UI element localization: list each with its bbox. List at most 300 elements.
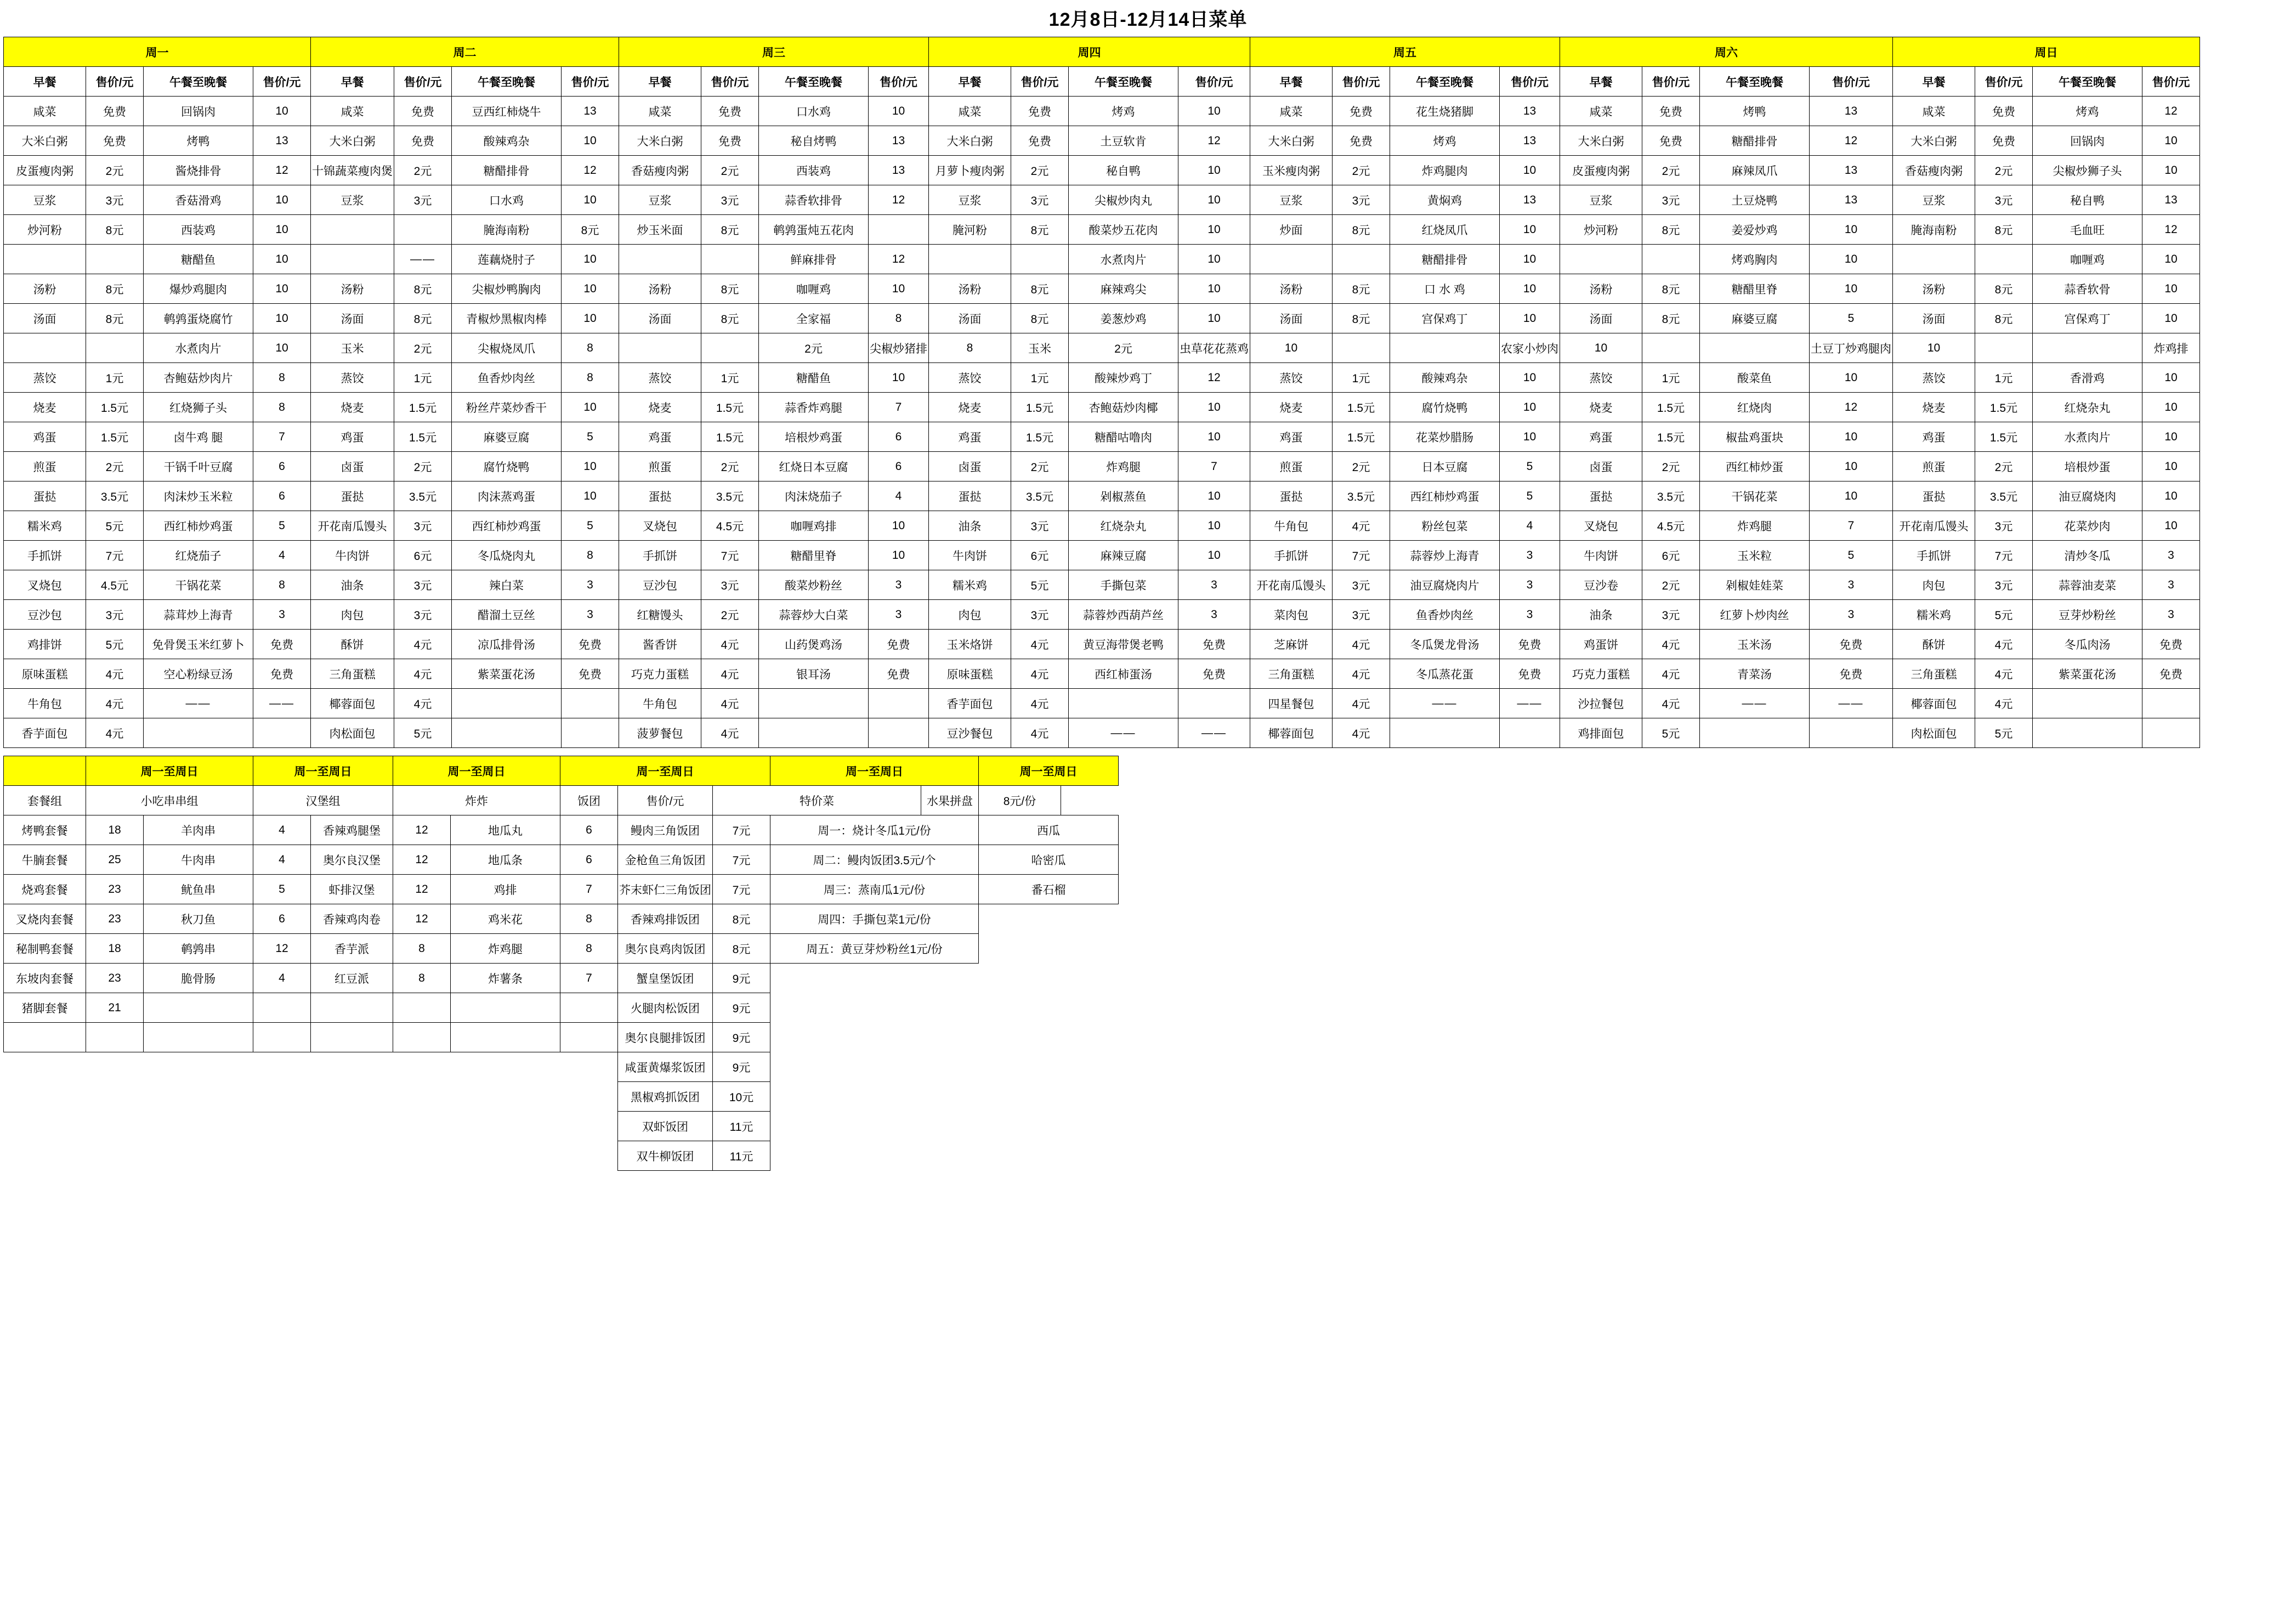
menu-cell-r1c15: 烤鸡 xyxy=(1069,97,1178,126)
menu-cell-r13c28: 10 xyxy=(2142,452,2200,481)
menu-cell-r15c16: 10 xyxy=(1178,511,1250,541)
menu-cell-r12c7: 麻婆豆腐 xyxy=(452,422,562,452)
lower-filler xyxy=(451,1141,560,1171)
lower-filler xyxy=(393,1112,451,1141)
menu-cell-r22c26: 5元 xyxy=(1975,718,2033,748)
menu-cell-r21c13: 香芋面包 xyxy=(929,689,1011,718)
menu-cell-r18c3: 蒜茸炒上海青 xyxy=(144,600,253,630)
menu-cell-r19c26: 4元 xyxy=(1975,630,2033,659)
riceball-name-9: 咸蛋黄爆浆饭团 xyxy=(618,1052,713,1082)
special-item-2: 周二：鳗肉饭团3.5元/个 xyxy=(770,845,979,875)
menu-cell-r12c14: 1.5元 xyxy=(1011,422,1069,452)
menu-cell-r6c20: 10 xyxy=(1500,245,1560,274)
table-row xyxy=(4,452,2200,481)
menu-cell-r19c20: 免费 xyxy=(1500,630,1560,659)
lower-filler xyxy=(311,1052,393,1082)
menu-cell-r4c22: 3元 xyxy=(1642,185,1700,215)
riceball-name-7: 火腿肉松饭团 xyxy=(618,993,713,1023)
menu-cell-r22c15: —— xyxy=(1069,718,1178,748)
lower-filler xyxy=(770,1082,979,1112)
burger-price-3: 12 xyxy=(393,875,451,904)
fried-price-8 xyxy=(560,1023,618,1052)
menu-cell-r15c6: 3元 xyxy=(394,511,452,541)
riceball-price-8: 9元 xyxy=(713,1023,770,1052)
menu-cell-r11c6: 1.5元 xyxy=(394,393,452,422)
fruit-filler-8 xyxy=(979,1023,1119,1052)
menu-cell-r17c4: 8 xyxy=(253,570,311,600)
menu-cell-r7c26: 8元 xyxy=(1975,274,2033,304)
menu-cell-r14c4: 6 xyxy=(253,481,311,511)
fried-name-8 xyxy=(451,1023,560,1052)
menu-cell-r12c16: 10 xyxy=(1178,422,1250,452)
menu-cell-r19c6: 4元 xyxy=(394,630,452,659)
menu-cell-r8c27: 宫保鸡丁 xyxy=(2033,304,2142,333)
menu-cell-r15c27: 花菜炒肉 xyxy=(2033,511,2142,541)
menu-cell-r14c10: 3.5元 xyxy=(701,481,759,511)
menu-cell-r10c5: 蒸饺 xyxy=(311,363,394,393)
menu-cell-r14c1: 蛋挞 xyxy=(4,481,86,511)
table-row xyxy=(4,393,2200,422)
menu-cell-r4c8: 10 xyxy=(562,185,619,215)
menu-cell-r14c12: 4 xyxy=(869,481,929,511)
menu-cell-r5c24: 10 xyxy=(1810,215,1893,245)
lower-filler xyxy=(144,1052,253,1082)
menu-cell-r12c10: 1.5元 xyxy=(701,422,759,452)
lower-filler xyxy=(253,1052,311,1082)
lower-filler xyxy=(4,1141,86,1171)
menu-cell-r5c7: 腌海南粉 xyxy=(452,215,562,245)
meal-set-name-4: 叉烧肉套餐 xyxy=(4,904,86,934)
menu-cell-r2c22: 免费 xyxy=(1642,126,1700,156)
menu-cell-r3c13: 月萝卜瘦肉粥 xyxy=(929,156,1011,185)
menu-cell-r9c15: 2元 xyxy=(1069,333,1178,363)
lower-filler xyxy=(4,1052,86,1082)
menu-cell-r7c2: 8元 xyxy=(86,274,144,304)
special-item-4: 周四：手撕包菜1元/份 xyxy=(770,904,979,934)
menu-cell-r16c26: 7元 xyxy=(1975,541,2033,570)
menu-cell-r15c23: 炸鸡腿 xyxy=(1700,511,1810,541)
menu-cell-r14c16: 10 xyxy=(1178,481,1250,511)
menu-cell-r7c19: 口 水 鸡 xyxy=(1390,274,1500,304)
menu-cell-r14c7: 肉沫蒸鸡蛋 xyxy=(452,481,562,511)
menu-cell-r1c11: 口水鸡 xyxy=(759,97,869,126)
fried-price-3: 7 xyxy=(560,875,618,904)
lower-group-label-row xyxy=(4,786,1119,815)
fried-name-1: 地瓜丸 xyxy=(451,815,560,845)
fried-name-4: 鸡米花 xyxy=(451,904,560,934)
menu-cell-r9c13: 8 xyxy=(929,333,1011,363)
menu-cell-r18c22: 3元 xyxy=(1642,600,1700,630)
menu-cell-r1c20: 13 xyxy=(1500,97,1560,126)
meal-set-name-2: 牛腩套餐 xyxy=(4,845,86,875)
menu-cell-r3c21: 皮蛋瘦肉粥 xyxy=(1560,156,1642,185)
menu-cell-r19c10: 4元 xyxy=(701,630,759,659)
riceball-price-11: 11元 xyxy=(713,1112,770,1141)
col-header-price-d5: 售价/元 xyxy=(1333,67,1390,97)
menu-cell-r22c7 xyxy=(452,718,562,748)
menu-cell-r4c18: 3元 xyxy=(1333,185,1390,215)
menu-cell-r15c7: 西红柿炒鸡蛋 xyxy=(452,511,562,541)
menu-cell-r3c27: 尖椒炒狮子头 xyxy=(2033,156,2142,185)
col-header-price-d1: 售价/元 xyxy=(86,67,144,97)
menu-cell-r19c12: 免费 xyxy=(869,630,929,659)
menu-cell-r8c14: 8元 xyxy=(1011,304,1069,333)
section-title-special: 周一至周日 xyxy=(770,756,979,786)
menu-cell-r7c22: 8元 xyxy=(1642,274,1700,304)
menu-cell-r11c26: 1.5元 xyxy=(1975,393,2033,422)
menu-cell-r4c19: 黄焖鸡 xyxy=(1390,185,1500,215)
table-row xyxy=(4,481,2200,511)
meal-set-price-8 xyxy=(86,1023,144,1052)
menu-cell-r3c25: 香菇瘦肉粥 xyxy=(1893,156,1975,185)
table-row xyxy=(4,274,2200,304)
riceball-price-2: 7元 xyxy=(713,845,770,875)
menu-cell-r7c17: 汤粉 xyxy=(1250,274,1333,304)
menu-cell-r8c22: 8元 xyxy=(1642,304,1700,333)
menu-cell-r4c14: 3元 xyxy=(1011,185,1069,215)
menu-cell-r5c18: 8元 xyxy=(1333,215,1390,245)
menu-cell-r22c14: 4元 xyxy=(1011,718,1069,748)
menu-cell-r6c25 xyxy=(1893,245,1975,274)
menu-cell-r17c1: 叉烧包 xyxy=(4,570,86,600)
menu-cell-r5c1: 炒河粉 xyxy=(4,215,86,245)
menu-cell-r1c5: 咸菜 xyxy=(311,97,394,126)
menu-cell-r19c16: 免费 xyxy=(1178,630,1250,659)
menu-cell-r10c3: 杏鲍菇炒肉片 xyxy=(144,363,253,393)
lower-filler xyxy=(86,1141,144,1171)
menu-cell-r6c4: 10 xyxy=(253,245,311,274)
menu-cell-r18c18: 3元 xyxy=(1333,600,1390,630)
menu-cell-r22c12 xyxy=(869,718,929,748)
burger-name-6: 红豆派 xyxy=(311,964,393,993)
riceball-price-10: 10元 xyxy=(713,1082,770,1112)
menu-cell-r19c1: 鸡排饼 xyxy=(4,630,86,659)
col-header-price-d3: 售价/元 xyxy=(701,67,759,97)
snack-name-1: 羊肉串 xyxy=(144,815,253,845)
menu-cell-r14c15: 剁椒蒸鱼 xyxy=(1069,481,1178,511)
menu-cell-r1c14: 免费 xyxy=(1011,97,1069,126)
menu-cell-r6c16: 10 xyxy=(1178,245,1250,274)
menu-cell-r16c4: 4 xyxy=(253,541,311,570)
menu-cell-r2c6: 免费 xyxy=(394,126,452,156)
menu-cell-r18c5: 肉包 xyxy=(311,600,394,630)
special-item-5: 周五：黄豆芽炒粉丝1元/份 xyxy=(770,934,979,964)
menu-cell-r19c28: 免费 xyxy=(2142,630,2200,659)
fried-name-2: 地瓜条 xyxy=(451,845,560,875)
snack-name-7 xyxy=(144,993,253,1023)
menu-cell-r12c21: 鸡蛋 xyxy=(1560,422,1642,452)
meal-set-price-7: 21 xyxy=(86,993,144,1023)
menu-cell-r9c8: 8 xyxy=(562,333,619,363)
menu-cell-r15c3: 西红柿炒鸡蛋 xyxy=(144,511,253,541)
menu-cell-r11c22: 1.5元 xyxy=(1642,393,1700,422)
riceball-price-12: 11元 xyxy=(713,1141,770,1171)
menu-cell-r7c24: 10 xyxy=(1810,274,1893,304)
menu-cell-r22c1: 香芋面包 xyxy=(4,718,86,748)
group-label-riceball: 饭团 xyxy=(560,786,618,815)
menu-cell-r16c25: 手抓饼 xyxy=(1893,541,1975,570)
menu-cell-r14c21: 蛋挞 xyxy=(1560,481,1642,511)
menu-cell-r8c7: 青椒炒黑椒肉棒 xyxy=(452,304,562,333)
menu-cell-r20c11: 银耳汤 xyxy=(759,659,869,689)
col-header-lunch-dinner-d2: 午餐至晚餐 xyxy=(452,67,562,97)
menu-cell-r22c18: 4元 xyxy=(1333,718,1390,748)
group-label-meal-set: 套餐组 xyxy=(4,786,86,815)
menu-cell-r17c27: 蒜蓉油麦菜 xyxy=(2033,570,2142,600)
menu-cell-r21c15 xyxy=(1069,689,1178,718)
menu-cell-r8c25: 汤面 xyxy=(1893,304,1975,333)
group-label-fried: 炸炸 xyxy=(393,786,560,815)
menu-cell-r20c1: 原味蛋糕 xyxy=(4,659,86,689)
menu-cell-r14c25: 蛋挞 xyxy=(1893,481,1975,511)
menu-cell-r7c27: 蒜香软骨 xyxy=(2033,274,2142,304)
menu-cell-r19c25: 酥饼 xyxy=(1893,630,1975,659)
menu-cell-r4c2: 3元 xyxy=(86,185,144,215)
table-row xyxy=(4,156,2200,185)
menu-cell-r10c6: 1元 xyxy=(394,363,452,393)
menu-cell-r14c26: 3.5元 xyxy=(1975,481,2033,511)
menu-cell-r11c28: 10 xyxy=(2142,393,2200,422)
menu-cell-r1c24: 13 xyxy=(1810,97,1893,126)
menu-cell-r2c25: 大米白粥 xyxy=(1893,126,1975,156)
special-item-1: 周一：烧计冬瓜1元/份 xyxy=(770,815,979,845)
menu-cell-r18c15: 蒜蓉炒西葫芦丝 xyxy=(1069,600,1178,630)
menu-cell-r13c7: 腐竹烧鸭 xyxy=(452,452,562,481)
menu-cell-r2c11: 秘自烤鸭 xyxy=(759,126,869,156)
menu-cell-r6c26 xyxy=(1975,245,2033,274)
menu-cell-r4c25: 豆浆 xyxy=(1893,185,1975,215)
lower-filler xyxy=(393,1052,451,1082)
menu-cell-r1c12: 10 xyxy=(869,97,929,126)
menu-cell-r19c11: 山药煲鸡汤 xyxy=(759,630,869,659)
meal-set-price-4: 23 xyxy=(86,904,144,934)
menu-cell-r22c2: 4元 xyxy=(86,718,144,748)
lower-item-row xyxy=(4,845,1119,875)
menu-cell-r6c11: 鲜麻排骨 xyxy=(759,245,869,274)
burger-price-6: 8 xyxy=(393,964,451,993)
menu-cell-r14c19: 西红柿炒鸡蛋 xyxy=(1390,481,1500,511)
lower-filler xyxy=(86,1052,144,1082)
menu-cell-r19c8: 免费 xyxy=(562,630,619,659)
riceball-price-5: 8元 xyxy=(713,934,770,964)
col-header-price-d2: 售价/元 xyxy=(394,67,452,97)
col-header-price-d6: 售价/元 xyxy=(1642,67,1700,97)
table-row xyxy=(4,363,2200,393)
menu-cell-r21c26: 4元 xyxy=(1975,689,2033,718)
menu-cell-r4c17: 豆浆 xyxy=(1250,185,1333,215)
riceball-name-8: 奥尔良腿排饭团 xyxy=(618,1023,713,1052)
menu-cell-r17c15: 手撕包菜 xyxy=(1069,570,1178,600)
lower-filler xyxy=(451,1112,560,1141)
menu-cell-r17c3: 干锅花菜 xyxy=(144,570,253,600)
menu-cell-r13c2: 2元 xyxy=(86,452,144,481)
menu-cell-r1c8: 13 xyxy=(562,97,619,126)
col-header-breakfast-d1: 早餐 xyxy=(4,67,86,97)
menu-cell-r19c22: 4元 xyxy=(1642,630,1700,659)
menu-cell-r11c15: 杏鲍菇炒肉椰 xyxy=(1069,393,1178,422)
menu-cell-r3c20: 10 xyxy=(1500,156,1560,185)
menu-cell-r21c9: 牛角包 xyxy=(619,689,701,718)
menu-cell-r6c8: 10 xyxy=(562,245,619,274)
menu-cell-r4c6: 3元 xyxy=(394,185,452,215)
menu-cell-r2c28: 10 xyxy=(2142,126,2200,156)
snack-price-4: 6 xyxy=(253,904,311,934)
menu-cell-r14c3: 肉沫炒玉米粒 xyxy=(144,481,253,511)
menu-cell-r7c20: 10 xyxy=(1500,274,1560,304)
menu-cell-r3c23: 麻辣凤爪 xyxy=(1700,156,1810,185)
menu-cell-r21c14: 4元 xyxy=(1011,689,1069,718)
col-header-lunch-dinner-d3: 午餐至晚餐 xyxy=(759,67,869,97)
column-header-row xyxy=(4,67,2200,97)
menu-cell-r3c28: 10 xyxy=(2142,156,2200,185)
menu-cell-r17c24: 3 xyxy=(1810,570,1893,600)
menu-cell-r13c12: 6 xyxy=(869,452,929,481)
menu-cell-r9c10 xyxy=(701,333,759,363)
fruit-filler-4 xyxy=(979,904,1119,934)
menu-cell-r22c6: 5元 xyxy=(394,718,452,748)
lower-filler xyxy=(770,1141,979,1171)
menu-cell-r18c23: 红萝卜炒肉丝 xyxy=(1700,600,1810,630)
lower-item-row xyxy=(4,934,1119,964)
burger-name-3: 虾排汉堡 xyxy=(311,875,393,904)
col-header-breakfast-d7: 早餐 xyxy=(1893,67,1975,97)
menu-cell-r11c13: 烧麦 xyxy=(929,393,1011,422)
col-header-lunch-dinner-d7: 午餐至晚餐 xyxy=(2033,67,2142,97)
lower-filler xyxy=(451,1052,560,1082)
menu-cell-r15c8: 5 xyxy=(562,511,619,541)
menu-cell-r1c6: 免费 xyxy=(394,97,452,126)
menu-cell-r18c6: 3元 xyxy=(394,600,452,630)
menu-cell-r9c5: 玉米 xyxy=(311,333,394,363)
table-row xyxy=(4,333,2200,363)
menu-cell-r2c2: 免费 xyxy=(86,126,144,156)
fruit-item-3: 番石榴 xyxy=(979,875,1119,904)
menu-cell-r5c3: 西装鸡 xyxy=(144,215,253,245)
menu-cell-r14c22: 3.5元 xyxy=(1642,481,1700,511)
lower-item-row xyxy=(4,964,1119,993)
menu-cell-r17c18: 3元 xyxy=(1333,570,1390,600)
fried-price-5: 8 xyxy=(560,934,618,964)
menu-cell-r18c9: 红糖馒头 xyxy=(619,600,701,630)
menu-cell-r19c19: 冬瓜煲龙骨汤 xyxy=(1390,630,1500,659)
menu-cell-r20c18: 4元 xyxy=(1333,659,1390,689)
menu-cell-r8c4: 10 xyxy=(253,304,311,333)
menu-cell-r22c20 xyxy=(1500,718,1560,748)
menu-cell-r21c6: 4元 xyxy=(394,689,452,718)
menu-cell-r17c16: 3 xyxy=(1178,570,1250,600)
burger-price-5: 8 xyxy=(393,934,451,964)
menu-cell-r2c21: 大米白粥 xyxy=(1560,126,1642,156)
riceball-name-12: 双牛柳饭团 xyxy=(618,1141,713,1171)
table-row xyxy=(4,185,2200,215)
riceball-price-6: 9元 xyxy=(713,964,770,993)
menu-cell-r22c19 xyxy=(1390,718,1500,748)
menu-cell-r18c27: 豆芽炒粉丝 xyxy=(2033,600,2142,630)
menu-cell-r1c4: 10 xyxy=(253,97,311,126)
menu-cell-r22c23 xyxy=(1700,718,1810,748)
menu-cell-r15c20: 4 xyxy=(1500,511,1560,541)
menu-cell-r5c22: 8元 xyxy=(1642,215,1700,245)
menu-cell-r11c7: 粉丝芹菜炒香干 xyxy=(452,393,562,422)
meal-set-name-7: 猪脚套餐 xyxy=(4,993,86,1023)
menu-cell-r3c8: 12 xyxy=(562,156,619,185)
lower-filler xyxy=(144,1141,253,1171)
lower-filler xyxy=(979,1052,1119,1082)
menu-cell-r13c10: 2元 xyxy=(701,452,759,481)
group-label-special: 特价菜 xyxy=(713,786,921,815)
menu-cell-r13c23: 西红柿炒蛋 xyxy=(1700,452,1810,481)
col-header-lunch-dinner-d6: 午餐至晚餐 xyxy=(1700,67,1810,97)
menu-cell-r8c10: 8元 xyxy=(701,304,759,333)
menu-cell-r20c7: 紫菜蛋花汤 xyxy=(452,659,562,689)
menu-cell-r17c9: 豆沙包 xyxy=(619,570,701,600)
table-row xyxy=(4,511,2200,541)
menu-cell-r1c26: 免费 xyxy=(1975,97,2033,126)
menu-cell-r21c8 xyxy=(562,689,619,718)
menu-cell-r11c1: 烧麦 xyxy=(4,393,86,422)
menu-cell-r17c5: 油条 xyxy=(311,570,394,600)
menu-cell-r21c20: —— xyxy=(1500,689,1560,718)
menu-cell-r8c12: 8 xyxy=(869,304,929,333)
menu-cell-r22c21: 鸡排面包 xyxy=(1560,718,1642,748)
snack-name-4: 秋刀鱼 xyxy=(144,904,253,934)
menu-cell-r12c20: 10 xyxy=(1500,422,1560,452)
col-header-price-d7: 售价/元 xyxy=(1975,67,2033,97)
menu-cell-r20c6: 4元 xyxy=(394,659,452,689)
menu-cell-r16c20: 3 xyxy=(1500,541,1560,570)
menu-cell-r2c24: 12 xyxy=(1810,126,1893,156)
menu-cell-r18c26: 5元 xyxy=(1975,600,2033,630)
menu-cell-r14c17: 蛋挞 xyxy=(1250,481,1333,511)
menu-cell-r1c9: 咸菜 xyxy=(619,97,701,126)
menu-cell-r15c11: 咖喱鸡排 xyxy=(759,511,869,541)
menu-cell-r5c20: 10 xyxy=(1500,215,1560,245)
menu-cell-r13c18: 2元 xyxy=(1333,452,1390,481)
menu-cell-r17c7: 辣白菜 xyxy=(452,570,562,600)
menu-cell-r3c11: 西装鸡 xyxy=(759,156,869,185)
menu-cell-r9c20: 农家小炒肉 xyxy=(1500,333,1560,363)
col-header-price-d6: 售价/元 xyxy=(1810,67,1893,97)
menu-cell-r16c22: 6元 xyxy=(1642,541,1700,570)
snack-name-2: 牛肉串 xyxy=(144,845,253,875)
menu-cell-r8c11: 全家福 xyxy=(759,304,869,333)
menu-cell-r7c23: 糖醋里脊 xyxy=(1700,274,1810,304)
lower-filler xyxy=(560,1112,618,1141)
menu-cell-r19c21: 鸡蛋饼 xyxy=(1560,630,1642,659)
menu-cell-r5c23: 姜爱炒鸡 xyxy=(1700,215,1810,245)
menu-cell-r13c11: 红烧日本豆腐 xyxy=(759,452,869,481)
menu-cell-r11c16: 10 xyxy=(1178,393,1250,422)
menu-cell-r11c17: 烧麦 xyxy=(1250,393,1333,422)
table-row xyxy=(4,215,2200,245)
table-row xyxy=(4,304,2200,333)
riceball-name-11: 双虾饭团 xyxy=(618,1112,713,1141)
meal-set-price-1: 18 xyxy=(86,815,144,845)
group-label-burger: 汉堡组 xyxy=(253,786,393,815)
menu-cell-r3c5: 十锦蔬菜瘦肉煲 xyxy=(311,156,394,185)
menu-cell-r15c26: 3元 xyxy=(1975,511,2033,541)
menu-cell-r16c8: 8 xyxy=(562,541,619,570)
menu-cell-r20c26: 4元 xyxy=(1975,659,2033,689)
menu-cell-r8c16: 10 xyxy=(1178,304,1250,333)
menu-cell-r4c16: 10 xyxy=(1178,185,1250,215)
snack-name-8 xyxy=(144,1023,253,1052)
menu-cell-r4c20: 13 xyxy=(1500,185,1560,215)
lower-item-row xyxy=(4,993,1119,1023)
menu-cell-r3c1: 皮蛋瘦肉粥 xyxy=(4,156,86,185)
menu-cell-r19c24: 免费 xyxy=(1810,630,1893,659)
fried-name-7 xyxy=(451,993,560,1023)
